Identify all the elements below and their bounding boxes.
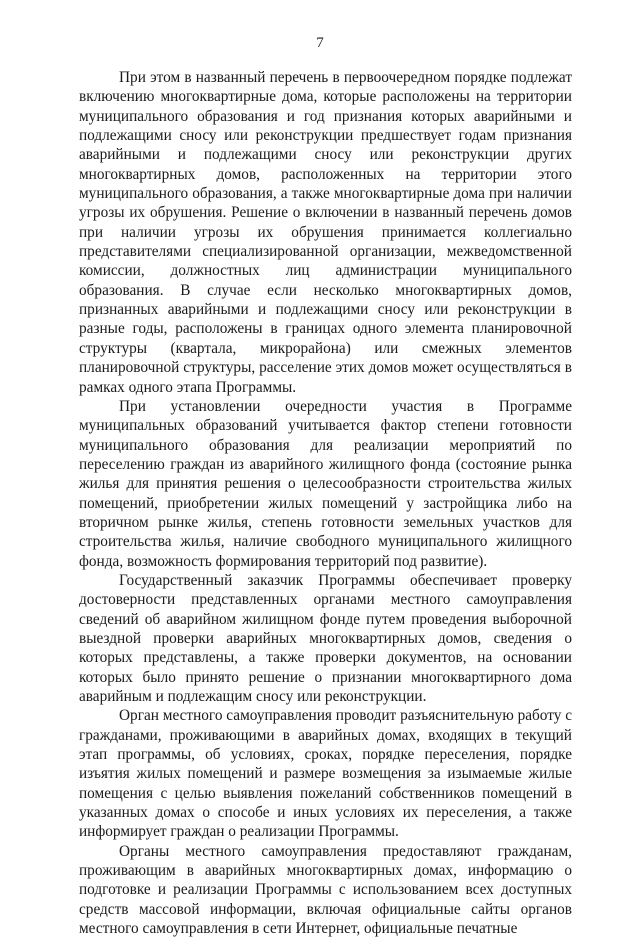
paragraph-explanatory-work: Орган местного самоуправления проводит разъяснительную работу с гражданами, проживающими в аварийных домах, входящих в текущий этап программы, об условиях, сроках, порядке переселения, порядке изъятия жилых помещений и размере возмещения за изымаемые жилые помещения с целью выявления пожеланий собственников помещений в указанных домах о способе и иных условиях их переселения, а также информирует граждан о реализации Программы.	[79, 707, 572, 841]
page-number: 7	[316, 35, 324, 51]
paragraph-public-information: Органы местного самоуправления предоставляют гражданам, проживающим в аварийных многоквартирных домах, информацию о подготовке и реализации Программы с использованием всех доступных средств массовой информации, включая официальные сайты органов местного самоуправления в сети Интернет, официальные печатные	[79, 842, 572, 938]
paragraph-state-customer-verification: Государственный заказчик Программы обеспечивает проверку достоверности представленных органами местного самоуправления сведений об аварийном жилищном фонде путем проведения выборочной выездной проверки аварийных многоквартирных домов, сведения о которых представлены, а также проверки документов, на основании которых было принято решение о признании многоквартирного дома аварийным и подлежащим сносу или реконструкции.	[79, 571, 572, 705]
paragraph-priority-order: При этом в названный перечень в первоочередном порядке подлежат включению многоквартирные дома, которые расположены на территории муниципального образования и год признания которых аварийными и подлежащими сносу или реконструкции предшествует годам признания аварийными и подлежащими сносу или реконструкции других многоквартирных домов, расположенных на территории этого муниципального образования, а также многоквартирные дома при наличии угрозы их обрушения. Решение о включении в названный перечень домов при наличии угрозы их обрушения принимается коллегиально представителями специализированной организации, межведомственной комиссии, должностных лиц администрации муниципального образования. В случае если несколько многоквартирных домов, признанных аварийными и подлежащими сносу или реконструкции в разные годы, расположены в границах одного элемента планировочной структуры (квартала, микрорайона) или смежных элементов планировочной структуры, расселение этих домов может осуществляться в рамках одного этапа Программы.	[79, 69, 572, 396]
document-body	[79, 68, 572, 938]
paragraph-participation-order: При установлении очередности участия в Программе муниципальных образований учитывается фактор степени готовности муниципального образования для реализации мероприятий по переселению граждан из аварийного жилищного фонда (состояние рынка жилья для принятия решения о целесообразности строительства жилых помещений, приобретении жилых помещений у застройщика либо на вторичном рынке жилья, степень готовности земельных участков для строительства жилья, наличие свободного муниципального жилищного фонда, возможность формирования территорий под развитие).	[79, 397, 572, 570]
